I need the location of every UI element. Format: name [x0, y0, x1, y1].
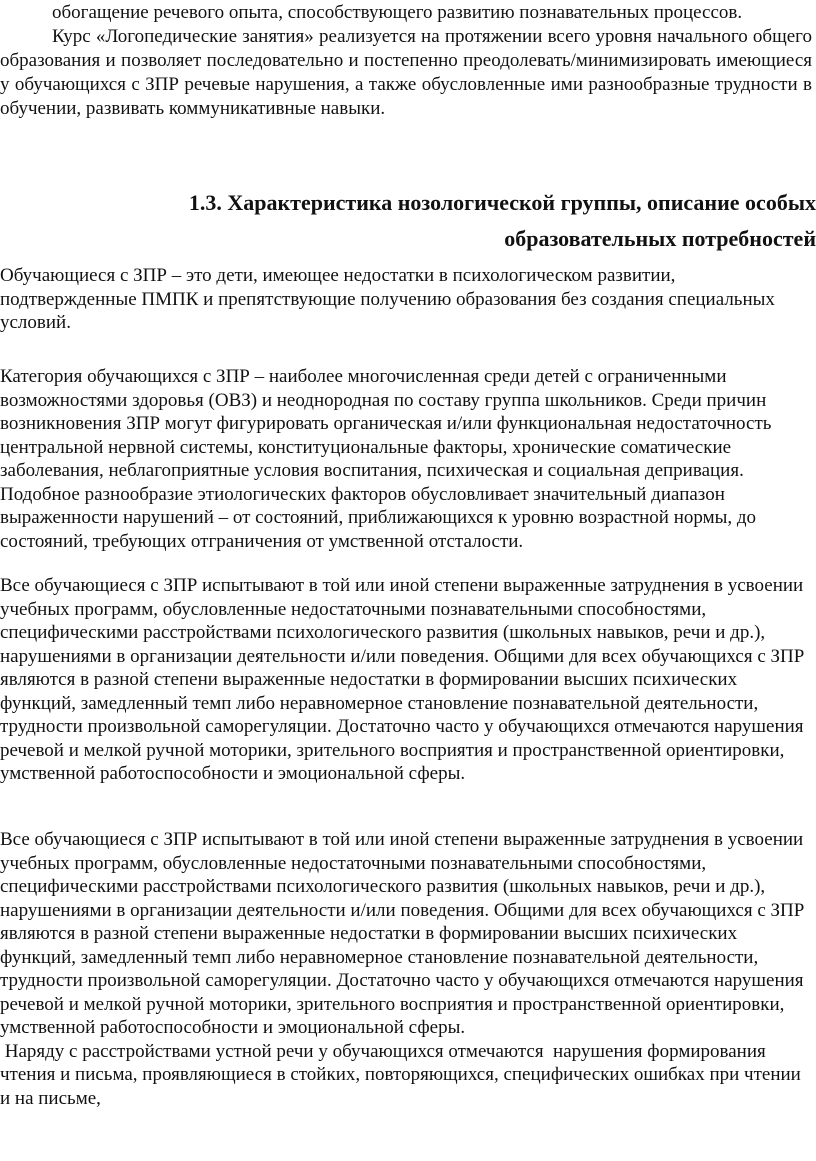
section-heading [116, 185, 816, 257]
paragraph-difficulties: Все обучающиеся с ЗПР испытывают в той или иной степени выраженные затруднения в усвоении учебных программ, обусловленные недостаточными познавательными способностями, специфическими расстройствами психологического развития (школьных навыков, речи и др.), нарушениями в организации деятельности и/или поведения. Общими для всех обучающихся с ЗПР являются в разной степени выраженные недостатки в формировании высших психических функций, замедленный темп либо неравномерное становление познавательной деятельности, трудности произвольной саморегуляции. Достаточно часто у обучающихся отмечаются нарушения речевой и мелкой ручной моторики, зрительного восприятия и пространственной ориентировки, умственной работоспособности и эмоциональной сферы. [0, 575, 805, 784]
paragraph-reading-writing: Наряду с расстройствами устной речи у обучающихся отмечаются нарушения формирования чтения и письма, проявляющиеся в стойких, повторяющихся, специфических ошибках при чтении и на письме, [0, 1040, 806, 1109]
paragraph-difficulties-repeat: Все обучающиеся с ЗПР испытывают в той или иной степени выраженные затруднения в усвоении учебных программ, обусловленные недостаточными познавательными способностями, специфическими расстройствами психологического развития (школьных навыков, речи и др.), нарушениями в организации деятельности и/или поведения. Общими для всех обучающихся с ЗПР являются в разной степени выраженные недостатки в формировании высших психических функций, замедленный темп либо неравномерное становление познавательной деятельности, трудности произвольной саморегуляции. Достаточно часто у обучающихся отмечаются нарушения речевой и мелкой ручной моторики, зрительного восприятия и пространственной ориентировки, умственной работоспособности и эмоциональной сферы. [0, 829, 805, 1038]
section-heading-line-1: 1.3. Характеристика нозологической группы, описание особых [188, 190, 816, 215]
paragraph-category: Категория обучающихся с ЗПР – наиболее многочисленная среди детей с ограниченными возможностями здоровья (ОВЗ) и неоднородная по составу группа школьников. Среди причин возникновения ЗПР могут фигурировать органическая и/или функциональная недостаточность центральной нервной системы, конституциональные факторы, хронические соматические заболевания, неблагоприятные условия воспитания, психическая и социальная депривация. Подобное разнообразие этиологических факторов обусловливает значительный диапазон выраженности нарушений – от состояний, приближающихся к уровню возрастной нормы, до состояний, требующих отграничения от умственной отсталости. [0, 366, 772, 552]
intro-paragraph: Курс «Логопедические занятия» реализуется на протяжении всего уровня начального общего образования и позволяет последовательно и постепенно преодолевать/минимизировать имеющиеся у обучающихся с ЗПР речевые нарушения, а также обусловленные ими разнообразные трудности в обучении, развивать коммуникативные навыки. [0, 26, 812, 119]
paragraph-difficulties-repeat-block [0, 828, 812, 1110]
intro-first-line: обогащение речевого опыта, способствующего развитию познавательных процессов. [52, 2, 743, 23]
paragraph-definition: Обучающиеся с ЗПР – это дети, имеющее недостатки в психологическом развитии, подтвержденные ПМПК и препятствующие получению образования без создания специальных условий. [0, 265, 775, 333]
section-heading-line-2: образовательных потребностей [504, 226, 816, 251]
